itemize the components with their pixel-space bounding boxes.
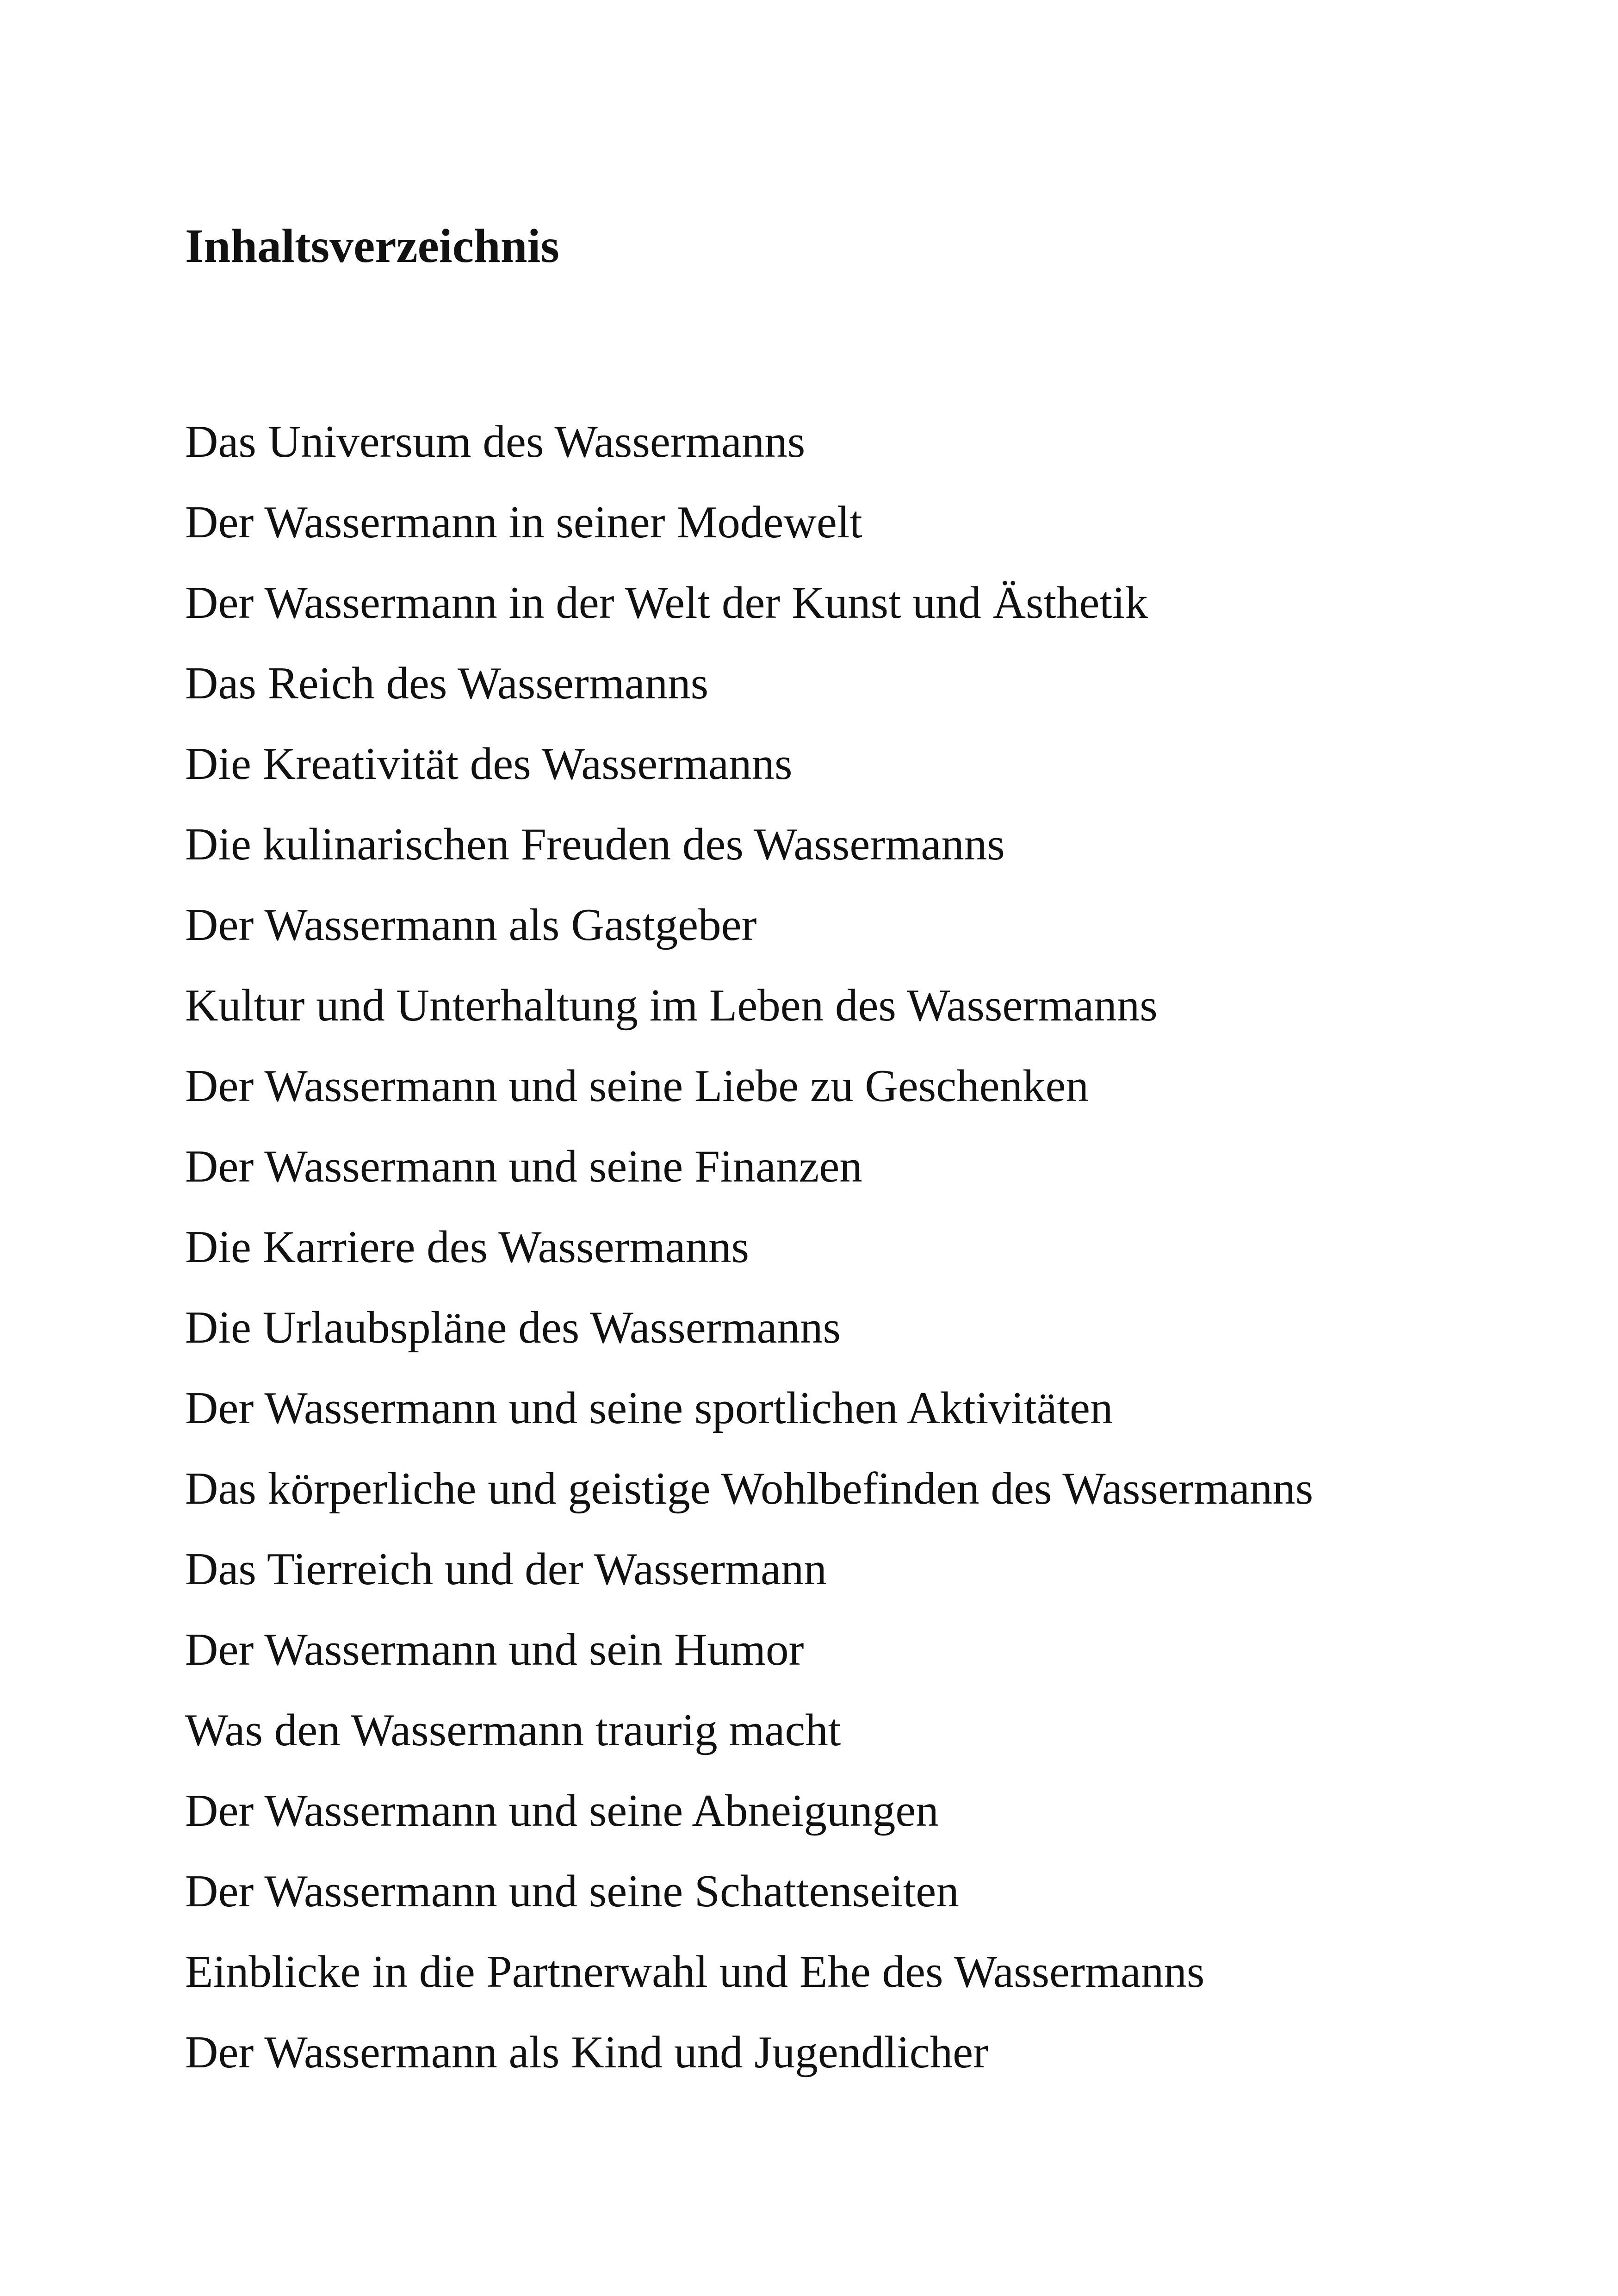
toc-entry: Der Wassermann und seine Abneigungen xyxy=(185,1786,939,1836)
toc-entry: Das Tierreich und der Wassermann xyxy=(185,1544,827,1594)
toc-entry: Der Wassermann und seine Schattenseiten xyxy=(185,1866,959,1916)
toc-entry: Der Wassermann und seine Liebe zu Geschenken xyxy=(185,1061,1089,1111)
toc-entry: Die Urlaubspläne des Wassermanns xyxy=(185,1302,841,1353)
toc-entry: Der Wassermann und seine sportlichen Aktivitäten xyxy=(185,1383,1113,1433)
toc-entry: Einblicke in die Partnerwahl und Ehe des Wassermanns xyxy=(185,1947,1205,1997)
toc-entry: Die kulinarischen Freuden des Wassermanns xyxy=(185,819,1005,870)
table-of-contents xyxy=(185,402,1313,2093)
toc-entry: Was den Wassermann traurig macht xyxy=(185,1705,841,1755)
toc-entry: Der Wassermann als Kind und Jugendlicher xyxy=(185,2027,989,2078)
toc-entry: Der Wassermann in seiner Modewelt xyxy=(185,497,862,548)
toc-entry: Das Universum des Wassermanns xyxy=(185,417,806,467)
toc-entry: Der Wassermann und seine Finanzen xyxy=(185,1141,862,1192)
toc-entry: Die Karriere des Wassermanns xyxy=(185,1222,749,1272)
toc-entry: Das Reich des Wassermanns xyxy=(185,658,709,709)
page-title: Inhaltsverzeichnis xyxy=(185,219,559,273)
toc-entry: Kultur und Unterhaltung im Leben des Wassermanns xyxy=(185,980,1158,1031)
toc-entry: Der Wassermann und sein Humor xyxy=(185,1624,804,1675)
toc-entry: Die Kreativität des Wassermanns xyxy=(185,739,793,789)
toc-entry: Das körperliche und geistige Wohlbefinden des Wassermanns xyxy=(185,1463,1314,1514)
toc-entry: Der Wassermann als Gastgeber xyxy=(185,900,757,950)
toc-entry: Der Wassermann in der Welt der Kunst und Ästhetik xyxy=(185,578,1148,628)
